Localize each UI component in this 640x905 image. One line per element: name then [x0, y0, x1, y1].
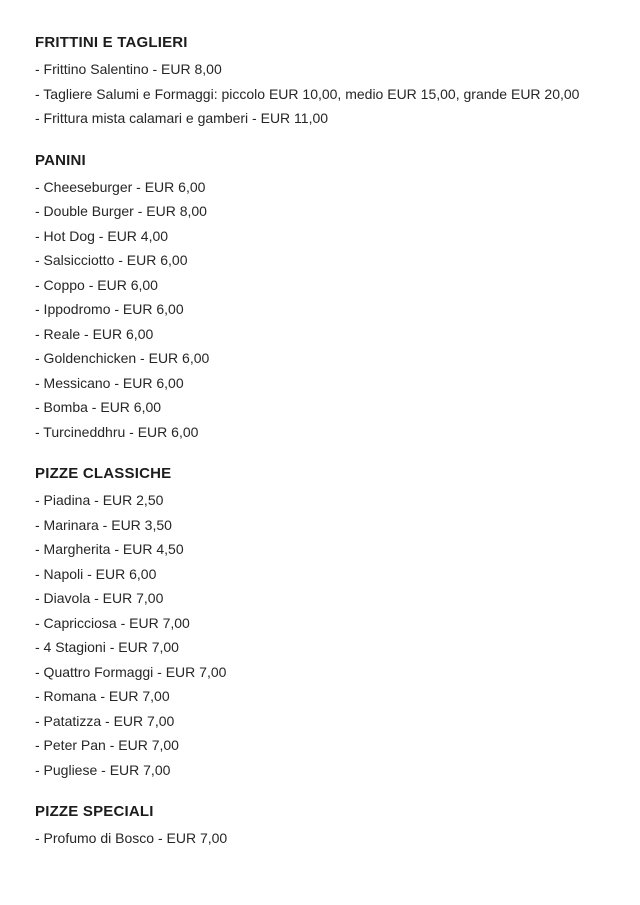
menu-item: - Bomba - EUR 6,00: [35, 399, 162, 415]
menu-item: - Turcineddhru - EUR 6,00: [35, 423, 199, 440]
menu-item: - Messicano - EUR 6,00: [35, 374, 184, 391]
menu-item: - Napoli - EUR 6,00: [35, 565, 157, 582]
menu-section-pizze-classiche: [35, 464, 610, 782]
menu-item: - Salsicciotto - EUR 6,00: [35, 252, 188, 268]
menu-item: - Double Burger - EUR 8,00: [35, 203, 207, 219]
menu-item: - Peter Pan - EUR 7,00: [35, 737, 179, 753]
menu-item: - Reale - EUR 6,00: [35, 325, 154, 342]
section-heading: FRITTINI E TAGLIERI: [35, 34, 188, 51]
menu-item: - Piadina - EUR 2,50: [35, 492, 164, 508]
menu-section-panini: [35, 151, 610, 445]
menu-item: - 4 Stagioni - EUR 7,00: [35, 639, 179, 655]
menu-item: - Frittura mista calamari e gamberi - EUR 11,00: [35, 110, 329, 126]
menu-item: - Pugliese - EUR 7,00: [35, 761, 171, 778]
menu-item: - Tagliere Salumi e Formaggi: piccolo EUR 10,00, medio EUR 15,00, grande EUR 20,00: [35, 85, 580, 102]
menu-item: - Hot Dog - EUR 4,00: [35, 227, 169, 244]
section-heading: PIZZE SPECIALI: [35, 803, 154, 820]
section-heading: PANINI: [35, 151, 86, 169]
menu-section-frittini-e-taglieri: [35, 33, 610, 131]
menu-item: - Romana - EUR 7,00: [35, 688, 170, 704]
menu-item: - Frittino Salentino - EUR 8,00: [35, 61, 222, 77]
menu-item: - Patatizza - EUR 7,00: [35, 712, 175, 729]
menu-item: - Ippodromo - EUR 6,00: [35, 301, 184, 317]
menu-item: - Margherita - EUR 4,50: [35, 541, 184, 557]
menu-item: - Goldenchicken - EUR 6,00: [35, 350, 210, 366]
menu-item: - Marinara - EUR 3,50: [35, 516, 172, 533]
menu-item: - Quattro Formaggi - EUR 7,00: [35, 663, 227, 680]
menu-section-pizze-speciali: [35, 802, 610, 851]
menu-item: - Diavola - EUR 7,00: [35, 590, 164, 606]
menu-item: - Coppo - EUR 6,00: [35, 276, 158, 293]
section-heading: PIZZE CLASSICHE: [35, 465, 172, 482]
menu-item: - Capricciosa - EUR 7,00: [35, 614, 190, 631]
menu-item: - Profumo di Bosco - EUR 7,00: [35, 830, 228, 846]
menu-item: - Cheeseburger - EUR 6,00: [35, 178, 206, 195]
